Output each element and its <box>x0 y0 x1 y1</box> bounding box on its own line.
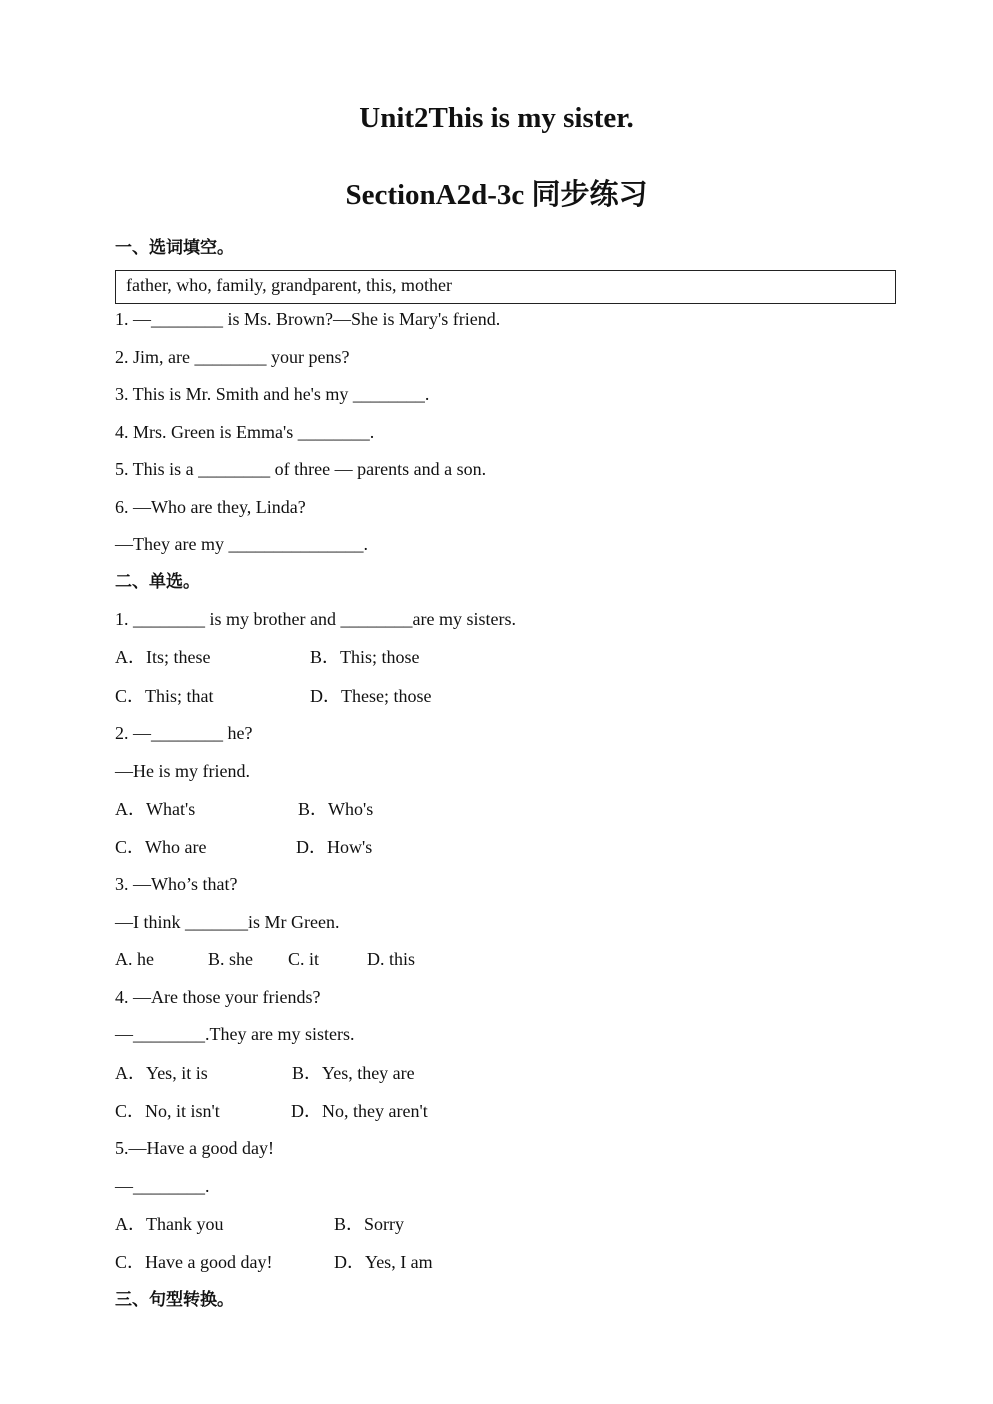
page-title: Unit2This is my sister. <box>359 102 634 134</box>
q4-option-a: A．Yes, it is <box>115 1063 208 1083</box>
q3-stem: 3. —Who’s that? <box>115 874 238 894</box>
q1-option-a: A．Its; these <box>115 647 211 667</box>
q5-option-a: A．Thank you <box>115 1214 224 1234</box>
section1-question-1: 1. —________ is Ms. Brown?—She is Mary's friend. <box>115 309 501 329</box>
q3-option-c: C. it <box>288 949 320 969</box>
section1-question-5: 5. This is a ________ of three — parents and a son. <box>115 459 487 479</box>
word-bank-box <box>115 270 896 304</box>
q4-option-b: B．Yes, they are <box>292 1063 415 1083</box>
section1-question-2: 2. Jim, are ________ your pens? <box>115 347 350 367</box>
page-subtitle: SectionA2d-3c 同步练习 <box>345 179 648 211</box>
q2-option-d: D．How's <box>296 837 373 857</box>
q1-option-c: C．This; that <box>115 686 214 706</box>
q2-option-a: A．What's <box>115 799 196 819</box>
section3-heading: 三、句型转换。 <box>115 1290 234 1310</box>
q5-option-c: C．Have a good day! <box>115 1252 273 1272</box>
q2-option-c: C．Who are <box>115 837 207 857</box>
q4-reply: —________.They are my sisters. <box>115 1024 355 1044</box>
q3-option-b: B. she <box>208 949 253 969</box>
q5-option-d: D．Yes, I am <box>334 1252 433 1272</box>
q2-reply: —He is my friend. <box>115 761 250 781</box>
q5-stem: 5.—Have a good day! <box>115 1138 274 1158</box>
q1-option-d: D．These; those <box>310 686 432 706</box>
q4-option-c: C．No, it isn't <box>115 1101 220 1121</box>
q4-option-d: D．No, they aren't <box>291 1101 428 1121</box>
q3-reply: —I think _______is Mr Green. <box>115 912 340 932</box>
q2-stem: 2. —________ he? <box>115 723 253 743</box>
section1-question-6: 6. —Who are they, Linda? <box>115 497 306 517</box>
q4-stem: 4. —Are those your friends? <box>115 987 321 1007</box>
q3-option-a: A. he <box>115 949 154 969</box>
q2-option-b: B．Who's <box>298 799 374 819</box>
section1-question-6-reply: —They are my _______________. <box>115 534 368 554</box>
section1-heading: 一、选词填空。 <box>115 238 234 258</box>
q1-stem: 1. ________ is my brother and ________are my sisters. <box>115 609 516 629</box>
word-bank-text: father, who, family, grandparent, this, mother <box>126 275 453 295</box>
q5-option-b: B．Sorry <box>334 1214 405 1234</box>
section1-question-4: 4. Mrs. Green is Emma's ________. <box>115 422 375 442</box>
section1-question-3: 3. This is Mr. Smith and he's my ________. <box>115 384 430 404</box>
q5-reply: —________. <box>115 1176 210 1196</box>
q1-option-b: B．This; those <box>310 647 420 667</box>
q3-option-d: D. this <box>367 949 416 969</box>
section2-heading: 二、单选。 <box>115 572 200 592</box>
